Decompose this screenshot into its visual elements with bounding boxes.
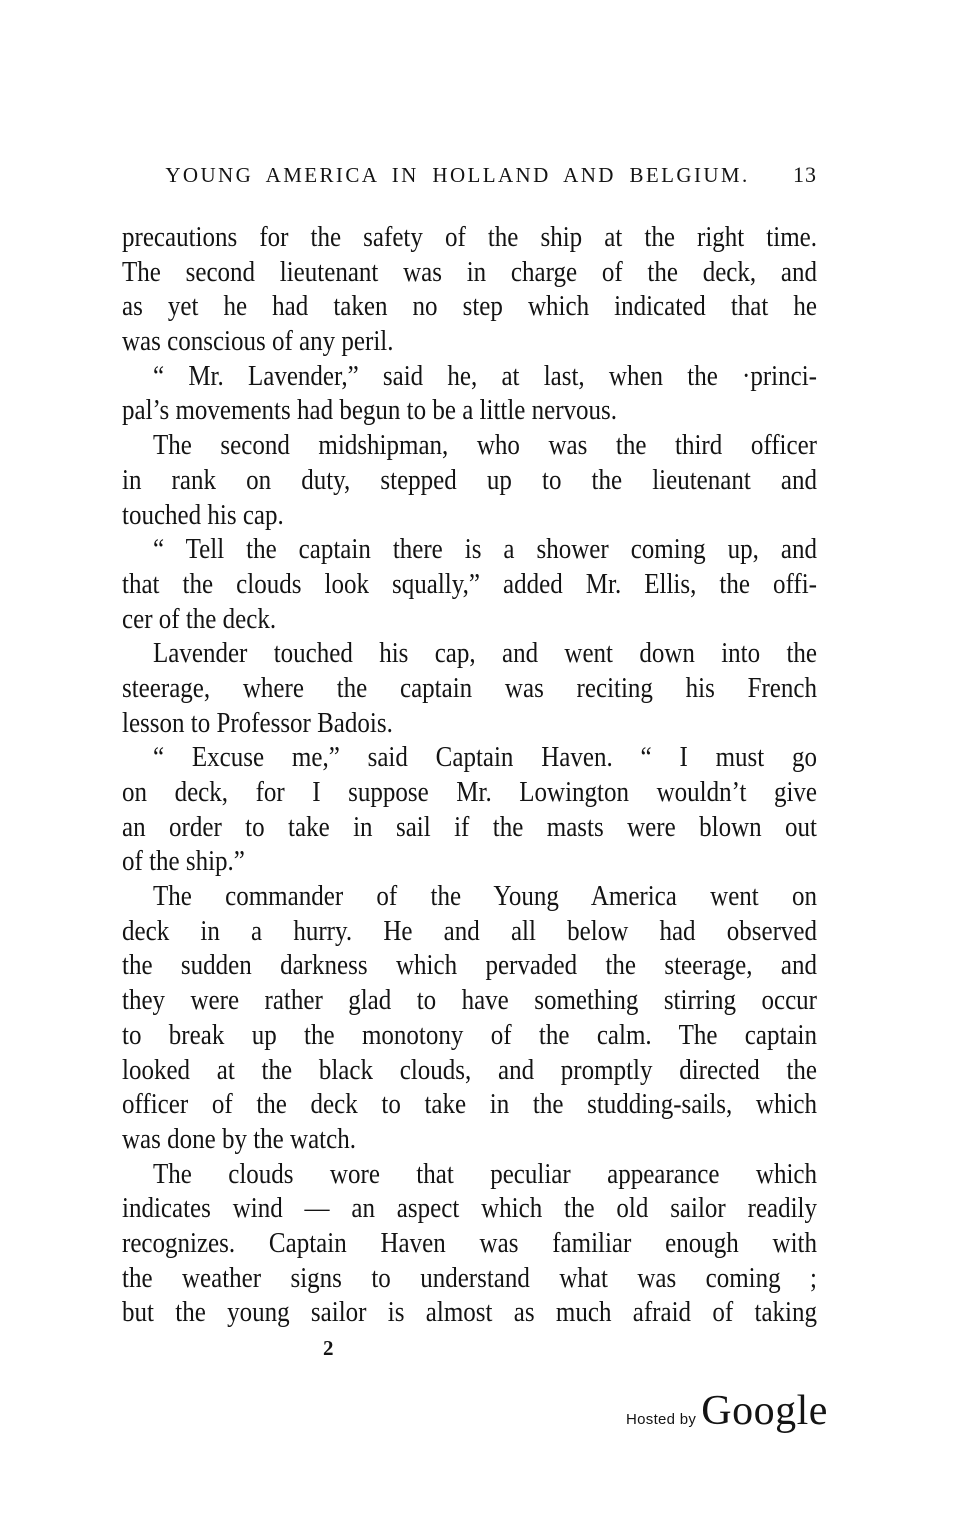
text-line: they were rather glad to have something stirring occur [122,985,817,1016]
header-title: YOUNG AMERICA IN HOLLAND AND BELGIUM. [165,163,750,187]
text-line: touched his cap. [122,499,284,531]
text-line: “ Mr. Lavender,” said he, at last, when the ·princi- [153,360,817,392]
text-line: to break up the monotony of the calm. The captain [122,1019,817,1051]
text-line: of the ship.” [122,846,245,878]
text-line: The second midshipman, who was the third officer [153,430,817,461]
text-line: “ Excuse me,” said Captain Haven. “ I must go [153,742,817,774]
text-line: indicates wind — an aspect which the old sailor readily [122,1193,817,1225]
text-line: recognizes. Captain Haven was familiar enough with [122,1227,817,1259]
text-line: that the clouds look squally,” added Mr. Ellis, the offi- [122,568,817,600]
text-line: the sudden darkness which pervaded the steerage, and [122,950,817,982]
watermark [626,1390,828,1432]
text-line: The clouds wore that peculiar appearance which [153,1158,817,1190]
text-line: deck in a hurry. He and all below had observed [122,915,817,947]
text-line: in rank on duty, stepped up to the lieutenant and [122,464,817,496]
text-line: on deck, for I suppose Mr. Lowington wouldn’t give [122,776,817,808]
text-line: but the young sailor is almost as much afraid of taking [122,1297,817,1329]
text-line: “ Tell the captain there is a shower coming up, and [153,534,817,565]
text-line: The second lieutenant was in charge of the deck, and [122,256,817,288]
text-line: looked at the black clouds, and promptly directed the [122,1054,817,1086]
text-line: the weather signs to understand what was coming ; [122,1262,817,1294]
text-line: an order to take in sail if the masts were blown out [122,811,817,843]
google-logo: Google [701,1388,828,1434]
body-text [122,221,817,1331]
text-line: steerage, where the captain was reciting his French [122,672,817,704]
text-line: was conscious of any peril. [122,326,394,357]
text-line: pal’s movements had begun to be a little nervous. [122,395,618,427]
text-line: cer of the deck. [122,603,277,635]
text-line: as yet he had taken no step which indicated that he [122,291,817,323]
text-line: officer of the deck to take in the studding-sails, which [122,1089,817,1120]
running-head [122,162,817,188]
text-line: Lavender touched his cap, and went down into the [153,638,817,670]
page-number: 13 [793,162,817,187]
signature-mark: 2 [323,1336,334,1360]
text-line: was done by the watch. [122,1123,356,1155]
text-line: The commander of the Young America went on [153,881,817,912]
text-line: lesson to Professor Badois. [122,707,393,739]
hosted-by-label: Hosted by [626,1411,697,1428]
text-line: precautions for the safety of the ship at the right time. [122,221,817,253]
